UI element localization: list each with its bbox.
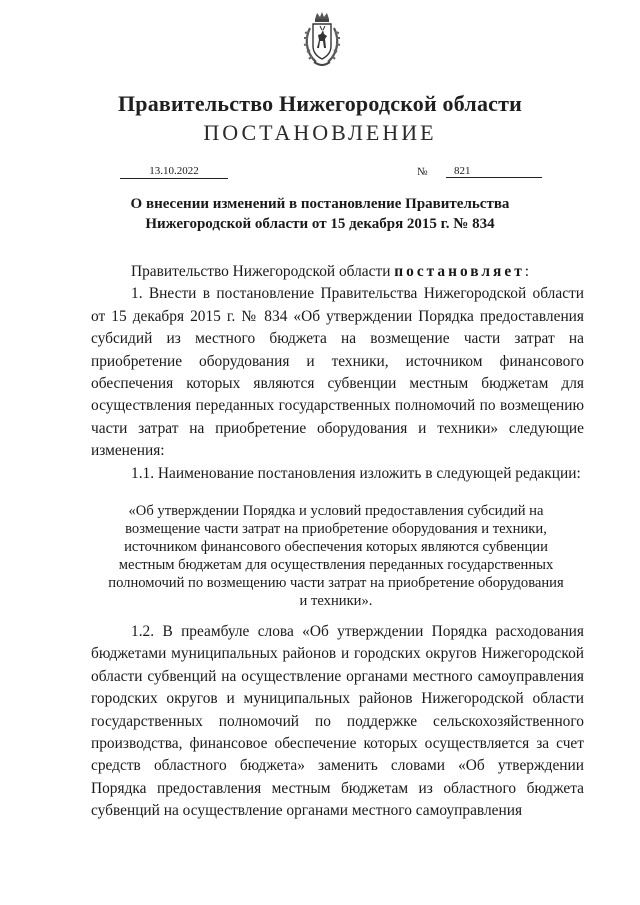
number-sign: № <box>417 166 428 178</box>
title-line-1: О внесении изменений в постановление Правительства <box>130 196 510 212</box>
paragraph-1-1: 1.1. Наименование постановления изложить в следующей редакции: <box>131 464 581 482</box>
document-title <box>100 194 540 234</box>
document-number: 821 <box>446 164 542 178</box>
document-date: 13.10.2022 <box>120 164 228 179</box>
body-section-1 <box>91 261 584 485</box>
title-line-2: Нижегородской области от 15 декабря 2015 г. № 834 <box>145 216 495 232</box>
preamble-colon: : <box>524 263 530 280</box>
preamble-verb: постановляет <box>394 263 525 280</box>
preamble <box>91 261 584 283</box>
preamble-org: Правительство Нижегородской области <box>131 263 395 280</box>
coat-of-arms-icon <box>302 10 342 68</box>
new-title-quote: «Об утверждении Порядка и условий предоставления субсидий на возмещение части затрат на приобретение оборудования и техники, источником финансового обеспечения которых являются субвенции местным бюджетам для осуществления переданных государственных полномочий по возмещению части затрат на приобретение оборудования и техники». <box>108 503 564 609</box>
paragraph-1-2: 1.2. В преамбуле слова «Об утверждении Порядка расходования бюджетами муниципальных районов и городских округов Нижегородской области субвенций на осуществление органами местного самоуправления городских округов и муниципальных районов Нижегородской области государственных полномочий по поддержке сельскохозяйственного производства, финансовое обеспечение которых осуществляется за счет средств областного бюджета» заменить словами «Об утверждении Порядка предоставления местным бюджетам из областного бюджета субвенций на осуществление органами местного самоуправления <box>91 623 584 820</box>
document-type: ПОСТАНОВЛЕНИЕ <box>203 120 437 145</box>
paragraph-1: 1. Внести в постановление Правительства Нижегородской области от 15 декабря 2015 г. № 834 «Об утверждении Порядка предоставления субсидий из местного бюджета на возмещение части затрат на приобретение оборудования и техники, источником финансового обеспечения которых являются субвенции местным бюджетам для осуществления переданных государственных полномочий по возмещению части затрат на приобретение оборудования и техники» следующие изменения: <box>91 285 584 460</box>
body-section-2 <box>91 621 584 823</box>
organization-name: Правительство Нижегородской области <box>117 91 522 116</box>
